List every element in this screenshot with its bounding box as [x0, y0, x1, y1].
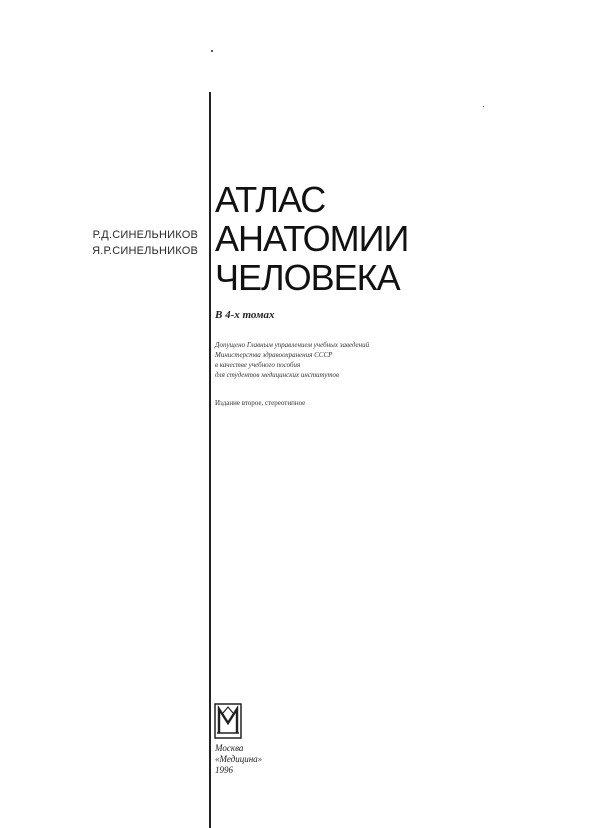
publisher-monogram-icon [214, 703, 242, 739]
publisher-name: «Медицина» [215, 754, 263, 764]
approval-line: в качестве учебного пособия [215, 361, 301, 369]
author-name: Р.Д.СИНЕЛЬНИКОВ [92, 229, 198, 241]
publisher-city: Москва [215, 743, 244, 753]
approval-line: Допущено Главным управлением учебных заведений [215, 341, 370, 349]
scan-speck [483, 106, 484, 107]
authors-block [92, 227, 198, 259]
approval-statement [215, 340, 369, 380]
publication-year: 1996 [215, 765, 233, 775]
approval-line: Министерства здравоохранения СССР [215, 351, 333, 359]
title-line: ЧЕЛОВЕКА [215, 257, 400, 298]
title-line: АНАТОМИИ [215, 218, 409, 259]
volumes-note: В 4-х томах [215, 309, 275, 321]
title-line: АТЛАС [215, 179, 326, 220]
book-title [215, 180, 408, 297]
author-name: Я.Р.СИНЕЛЬНИКОВ [92, 245, 198, 257]
edition-note: Издание второе, стереотипное [215, 399, 306, 407]
approval-line: для студентов медицинских институтов [215, 371, 340, 379]
imprint [215, 743, 262, 776]
vertical-divider [209, 92, 211, 828]
scan-speck [211, 50, 213, 52]
